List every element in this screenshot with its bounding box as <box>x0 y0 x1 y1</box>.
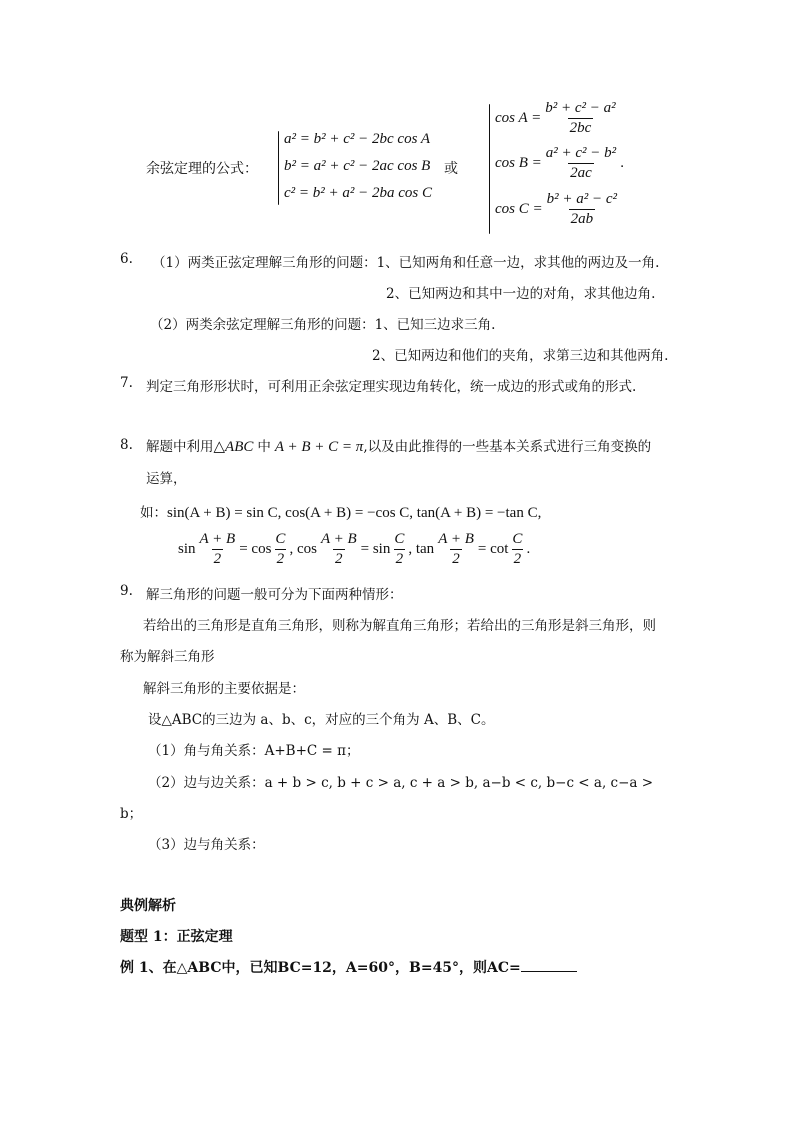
cosA-num: b² + c² − a² <box>545 100 616 116</box>
cosine-eq-b: b² = a² + c² − 2ac cos B <box>284 158 431 174</box>
item8-half-angle-formulas <box>178 531 530 568</box>
half-sin: sin <box>178 541 196 557</box>
half-den-3: 2 <box>452 551 460 567</box>
half-den-2: 2 <box>335 551 343 567</box>
item8-example1: sin(A + B) = sin C, cos(A + B) = −cos C, tan(A + B) = −tan C, <box>167 505 542 521</box>
cosine-eq-a: a² = b² + c² − 2bc cos A <box>284 131 431 147</box>
item8-angle-sum: A + B + C = π <box>274 439 364 455</box>
item6-number: 6. <box>120 251 133 267</box>
cosB-formula <box>495 145 624 182</box>
c-num-2: C <box>394 531 405 547</box>
c-den-3: 2 <box>513 551 522 567</box>
half-num-3: A + B <box>438 531 474 547</box>
item9-line7: （2）边与边关系：a + b > c, b + c > a, c + a > b, a−b < c, b−c < a, c−a > <box>148 775 654 791</box>
cosA-formula <box>495 100 620 137</box>
cosB-num: a² + c² − b² <box>545 145 617 161</box>
half-eq-cot: = cot <box>477 541 509 557</box>
half-den-1: 2 <box>213 551 222 567</box>
example1-line <box>120 957 577 977</box>
item8-line2: 运算， <box>146 471 187 487</box>
c-num-3: C <box>512 531 523 547</box>
half-num-2: A + B <box>320 531 357 547</box>
left-brace-2 <box>489 104 490 234</box>
item8-example-line <box>140 501 541 522</box>
item6-line4: 2、已知两边和他们的夹角，求第三边和其他两角. <box>372 348 669 364</box>
item8-example-label: 如： <box>140 505 167 521</box>
item9-line4: 解斜三角形的主要依据是： <box>143 681 305 697</box>
cosB-lhs: cos B = <box>495 155 542 171</box>
answer-blank[interactable] <box>521 959 577 972</box>
item8-triangle: △ABC <box>213 439 254 455</box>
item9-line5: 设△ABC的三边为 a、b、c，对应的三个角为 A、B、C。 <box>148 712 495 728</box>
item6-line2: 2、已知两边和其中一边的对角，求其他边角. <box>386 286 656 302</box>
left-brace-1 <box>278 131 279 205</box>
cosA-lhs: cos A = <box>495 110 542 126</box>
item8-number: 8. <box>120 437 133 453</box>
item9-line8: b； <box>120 806 143 822</box>
c-den-2: 2 <box>395 551 404 567</box>
cosine-law-label: 余弦定理的公式： <box>146 161 258 177</box>
item6-line3: （2）两类余弦定理解三角形的问题：1、已知三边求三角. <box>150 317 496 333</box>
item7-number: 7. <box>120 375 133 391</box>
half-num-1: A + B <box>199 531 236 547</box>
cosC-formula <box>495 191 621 228</box>
cosB-den: 2ac <box>570 165 592 181</box>
example1-text: 例 1、在△ABC中，已知BC=12，A=60°，B=45°，则AC= <box>120 960 521 976</box>
item9-line9: （3）边与角关系： <box>148 837 265 853</box>
cosine-eq-c: c² = b² + a² − 2ba cos C <box>284 185 433 201</box>
item8-line1 <box>146 435 651 456</box>
half-eq-sin: = sin <box>360 541 391 557</box>
cosC-lhs: cos C = <box>495 201 543 217</box>
item6-line1: （1）两类正弦定理解三角形的问题：1、已知两角和任意一边，求其他的两边及一角. <box>152 255 660 271</box>
c-num-1: C <box>275 531 286 547</box>
half-comma-cos: , cos <box>289 541 317 557</box>
or-word: 或 <box>444 161 458 177</box>
item9-number: 9. <box>120 583 133 599</box>
item9-line6: （1）角与角关系：A+B+C = π； <box>148 743 360 759</box>
item9-line3: 称为解斜三角形 <box>120 649 215 665</box>
cosB-end: . <box>620 155 624 171</box>
cosC-num: b² + a² − c² <box>546 191 618 207</box>
item9-line2: 若给出的三角形是直角三角形，则称为解直角三角形；若给出的三角形是斜三角形，则 <box>143 618 656 634</box>
c-den-1: 2 <box>276 551 285 567</box>
cosA-den: 2bc <box>569 120 592 136</box>
type1-heading: 题型 1：正弦定理 <box>120 929 233 945</box>
cosC-den: 2ab <box>570 211 594 227</box>
item9-line1: 解三角形的问题一般可分为下面两种情形： <box>146 587 403 603</box>
item8-text1: 解题中利用 <box>146 439 214 455</box>
half-comma-tan: , tan <box>408 541 435 557</box>
item7-text: 判定三角形形状时，可利用正余弦定理实现边角转化，统一成边的形式或角的形式. <box>146 379 637 395</box>
section-title: 典例解析 <box>120 898 176 914</box>
half-eq-cos: = cos <box>239 541 272 557</box>
half-end: . <box>526 541 531 557</box>
item8-text2: 中 <box>257 439 271 455</box>
item8-text3: ,以及由此推得的一些基本关系式进行三角变换的 <box>363 439 652 455</box>
